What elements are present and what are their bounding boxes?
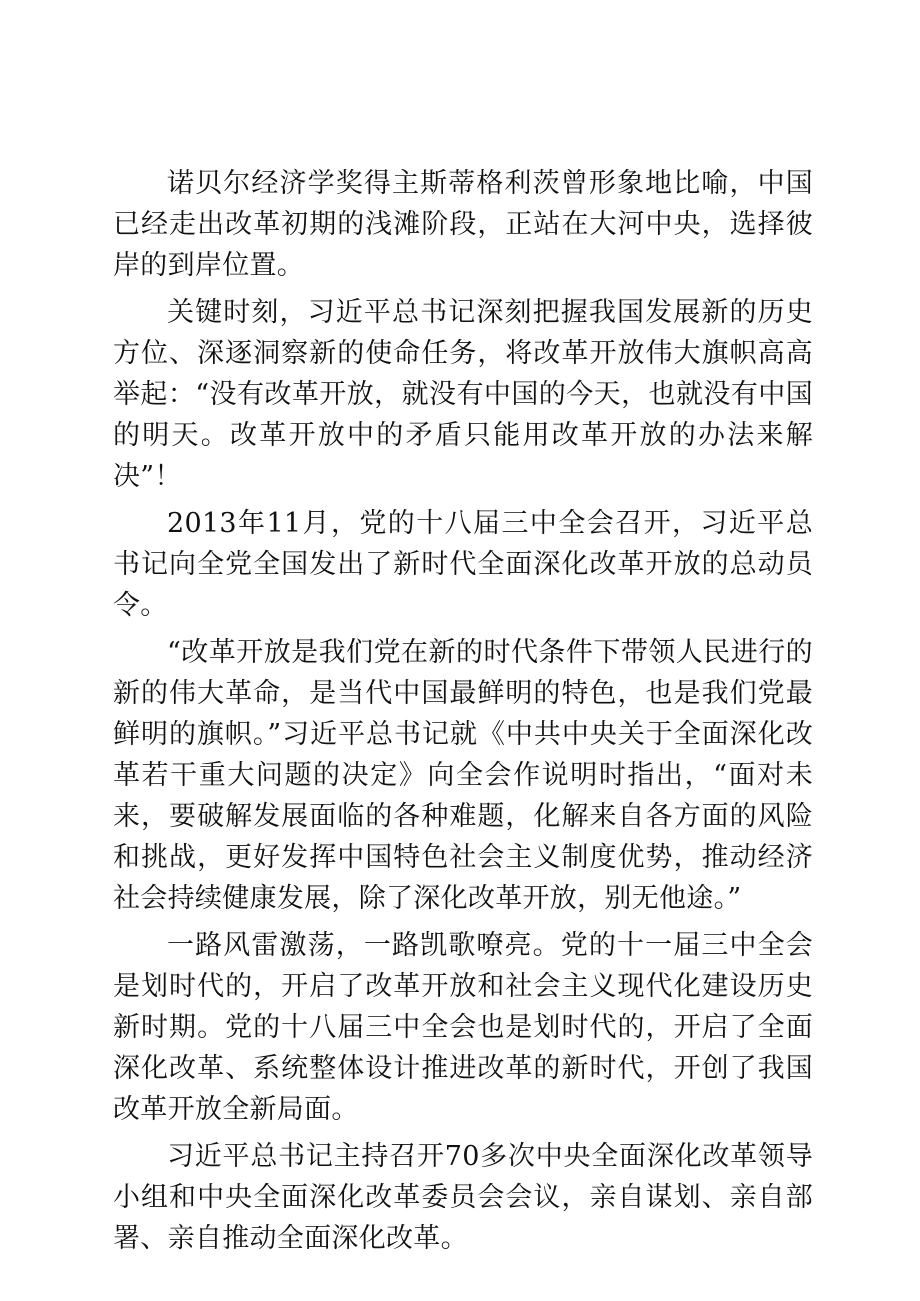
paragraph-1: 诺贝尔经济学奖得主斯蒂格利茨曾形象地比喻，中国已经走出改革初期的浅滩阶段，正站在大河中央，选择彼岸的到岸位置。 bbox=[113, 168, 813, 281]
paragraph-5: 一路风雷激荡，一路凯歌嘹亮。党的十一届三中全会是划时代的，开启了改革开放和社会主义现代化建设历史新时期。党的十八届三中全会也是划时代的，开启了全面深化改革、系统整体设计推进改革的新时代，开创了我国改革开放全新局面。 bbox=[113, 930, 813, 1125]
paragraph-4: “改革开放是我们党在新的时代条件下带领人民进行的新的伟大革命，是当代中国最鲜明的特色，也是我们党最鲜明的旗帜。”习近平总书记就《中共中央关于全面深化改革若干重大问题的决定》向全会作说明时指出，“面对未来，要破解发展面临的各种难题，化解来自各方面的风险和挑战，更好发挥中国特色社会主义制度优势，推动经济社会持续健康发展，除了深化改革开放，别无他途。” bbox=[113, 637, 813, 914]
paragraph-2: 关键时刻，习近平总书记深刻把握我国发展新的历史方位、深逐洞察新的使命任务，将改革开放伟大旗帜高高举起：“没有改革开放，就没有中国的今天，也就没有中国的明天。改革开放中的矛盾只能用改革开放的办法来解决”！ bbox=[113, 297, 813, 492]
paragraph-6: 习近平总书记主持召开70多次中央全面深化改革领导小组和中央全面深化改革委员会会议，亲自谋划、亲自部署、亲自推动全面深化改革。 bbox=[113, 1141, 813, 1254]
paragraph-3: 2013年11月，党的十八届三中全会召开，习近平总书记向全党全国发出了新时代全面深化改革开放的总动员令。 bbox=[113, 508, 813, 621]
document-body bbox=[113, 163, 813, 1265]
